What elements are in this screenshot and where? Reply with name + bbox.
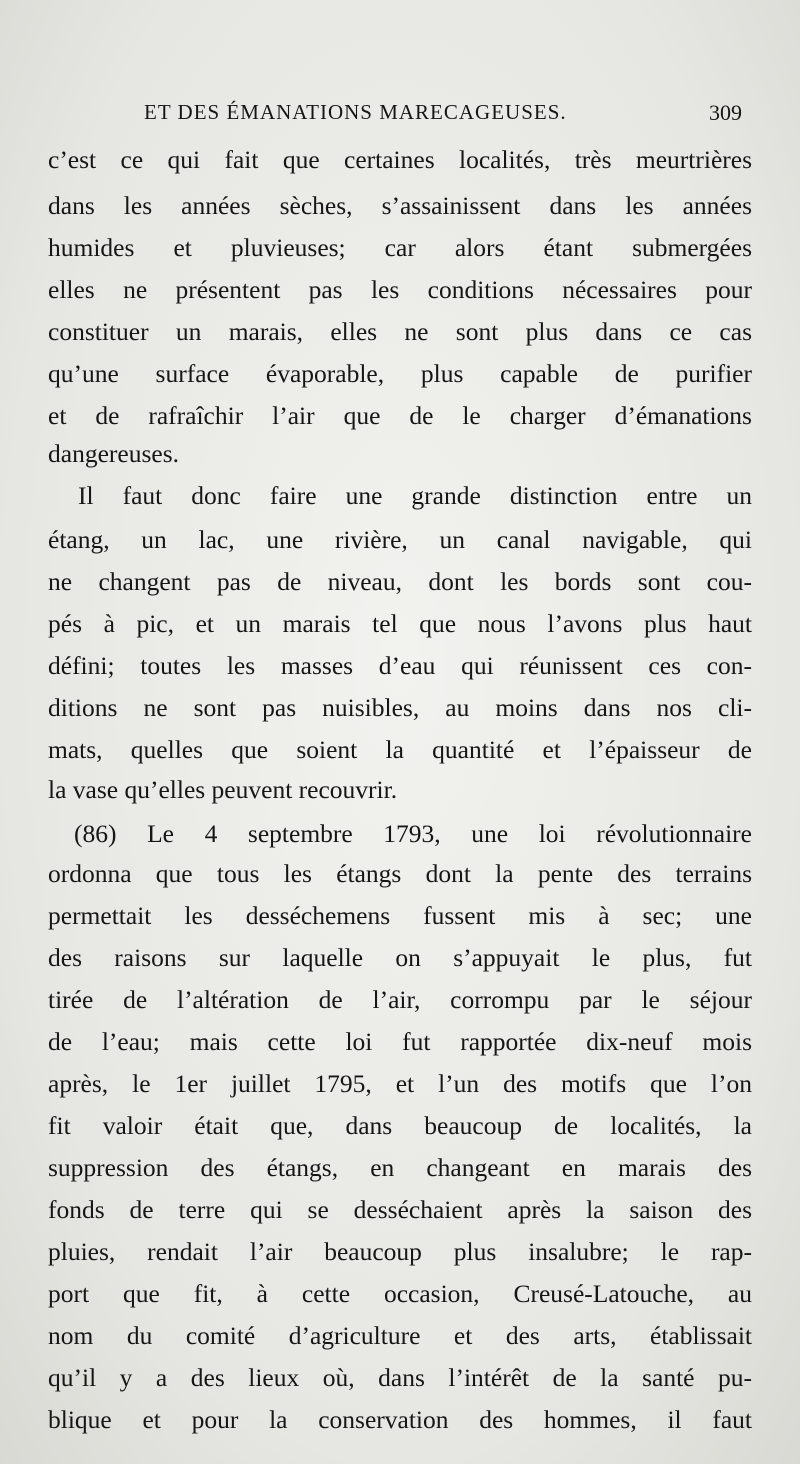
text-line: fonds de terre qui se desséchaient après la saison des: [48, 1195, 752, 1224]
text-line: qu’il y a des lieux où, dans l’intérêt de la santé pu-: [48, 1363, 752, 1392]
text-line: pés à pic, et un marais tel que nous l’avons plus haut: [48, 609, 752, 638]
text-line: ditions ne sont pas nuisibles, au moins dans nos cli-: [48, 693, 752, 722]
text-line: dangereuses.: [48, 439, 179, 468]
text-line: de l’eau; mais cette loi fut rapportée dix-neuf mois: [48, 1027, 752, 1056]
text-line: ne changent pas de niveau, dont les bords sont cou-: [48, 567, 752, 596]
text-line: après, le 1er juillet 1795, et l’un des motifs que l’on: [48, 1069, 752, 1098]
text-line: et de rafraîchir l’air que de le charger d’émanations: [48, 401, 752, 430]
text-line: port que fit, à cette occasion, Creusé-Latouche, au: [48, 1279, 752, 1308]
running-head: [48, 100, 752, 140]
text-line: suppression des étangs, en changeant en marais des: [48, 1153, 752, 1182]
text-line: mats, quelles que soient la quantité et l’épaisseur de: [48, 735, 752, 764]
text-line: humides et pluvieuses; car alors étant submergées: [48, 233, 752, 262]
text-line: c’est ce qui fait que certaines localités, très meurtrières: [48, 145, 752, 174]
text-line: des raisons sur laquelle on s’appuyait le plus, fut: [48, 943, 752, 972]
text-line: blique et pour la conservation des hommes, il faut: [48, 1405, 752, 1434]
text-line: elles ne présentent pas les conditions nécessaires pour: [48, 275, 752, 304]
text-line: défini; toutes les masses d’eau qui réunissent ces con-: [48, 651, 752, 680]
text-line: étang, un lac, une rivière, un canal navigable, qui: [48, 525, 752, 554]
page-number: 309: [709, 100, 742, 125]
text-line: Il faut donc faire une grande distinction entre un: [78, 481, 752, 510]
text-line: tirée de l’altération de l’air, corrompu par le séjour: [48, 985, 752, 1014]
text-line: ordonna que tous les étangs dont la pente des terrains: [48, 859, 752, 888]
text-line: permettait les desséchemens fussent mis à sec; une: [48, 901, 752, 930]
text-line: (86) Le 4 septembre 1793, une loi révolutionnaire: [74, 819, 752, 848]
text-line: fit valoir était que, dans beaucoup de localités, la: [48, 1111, 752, 1140]
text-line: nom du comité d’agriculture et des arts, établissait: [48, 1321, 752, 1350]
text-line: pluies, rendait l’air beaucoup plus insalubre; le rap-: [48, 1237, 752, 1266]
text-line: constituer un marais, elles ne sont plus dans ce cas: [48, 317, 752, 346]
text-line: qu’une surface évaporable, plus capable de purifier: [48, 359, 752, 388]
text-line: la vase qu’elles peuvent recouvrir.: [48, 775, 398, 804]
text-line: dans les années sèches, s’assainissent dans les années: [48, 191, 752, 220]
running-head-title: ET DES ÉMANATIONS MARECAGEUSES.: [144, 100, 567, 124]
